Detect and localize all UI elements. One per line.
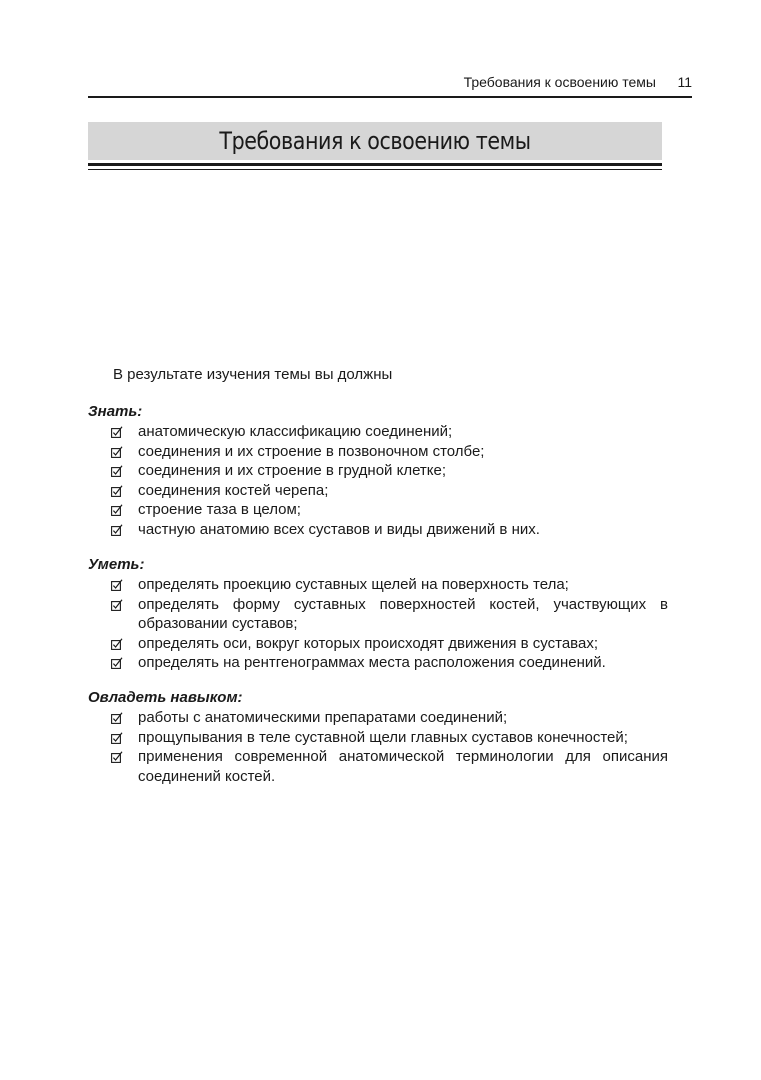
checkbox-checked-icon [111, 599, 123, 611]
list-item [88, 634, 668, 654]
list-item-text: строение таза в целом; [138, 501, 301, 518]
list-know [88, 422, 668, 539]
running-header [88, 70, 692, 98]
list-mastery [88, 708, 668, 786]
checkbox-checked-icon [111, 657, 123, 669]
page-number: 11 [677, 74, 692, 90]
list-item-text: частную анатомию всех суставов и виды движений в них. [138, 520, 540, 538]
list-item-text: соединения и их строение в грудной клетке; [138, 462, 447, 479]
checkbox-checked-icon [111, 712, 123, 724]
section-heading-mastery: Овладеть навыком: [88, 689, 243, 706]
checkbox-checked-icon [111, 579, 123, 591]
running-title: Требования к освоению темы [463, 74, 656, 90]
section-skills [88, 555, 668, 673]
title-rule-thin [88, 169, 662, 170]
checkbox-checked-icon [111, 524, 123, 536]
list-item [88, 747, 668, 786]
list-item-text: соединения и их строение в позвоночном столбе; [138, 442, 485, 460]
list-item-text: анатомическую классификацию соединений; [138, 423, 453, 440]
chapter-title: Требования к освоению темы [219, 127, 531, 155]
list-item [88, 422, 668, 442]
list-item [88, 595, 668, 634]
checkbox-checked-icon [111, 638, 123, 650]
section-heading-skills: Уметь: [88, 556, 145, 573]
section-know [88, 402, 668, 539]
list-item-text: определять форму суставных поверхностей костей, участвующих в образовании суставов; [138, 595, 668, 632]
intro-text: В результате изучения темы вы должны [113, 366, 393, 383]
list-item-text: применения современной анатомической терминологии для описания соединений костей. [138, 748, 668, 785]
list-item [88, 500, 668, 520]
list-item [88, 520, 668, 540]
checkbox-checked-icon [111, 465, 123, 477]
list-item [88, 442, 668, 462]
list-item [88, 575, 668, 595]
list-item [88, 708, 668, 728]
list-item-text: определять на рентгенограммах места расположения соединений. [138, 654, 606, 671]
list-item-text: соединения костей черепа; [138, 481, 329, 499]
list-item-text: определять оси, вокруг которых происходят движения в суставах; [138, 634, 598, 652]
list-item [88, 728, 668, 748]
list-item-text: работы с анатомическими препаратами соединений; [138, 709, 508, 726]
chapter-title-band [88, 122, 662, 160]
list-item [88, 481, 668, 501]
checkbox-checked-icon [111, 504, 123, 516]
list-item-text: определять проекцию суставных щелей на поверхность тела; [138, 576, 569, 593]
title-rule-thick [88, 163, 662, 166]
list-item [88, 461, 668, 481]
checkbox-checked-icon [111, 446, 123, 458]
list-item [88, 653, 668, 673]
section-heading-know: Знать: [88, 403, 143, 420]
section-mastery [88, 688, 668, 786]
checkbox-checked-icon [111, 732, 123, 744]
checkbox-checked-icon [111, 426, 123, 438]
checkbox-checked-icon [111, 751, 123, 763]
checkbox-checked-icon [111, 485, 123, 497]
list-item-text: прощупывания в теле суставной щели главных суставов конечностей; [138, 728, 628, 746]
list-skills [88, 575, 668, 673]
